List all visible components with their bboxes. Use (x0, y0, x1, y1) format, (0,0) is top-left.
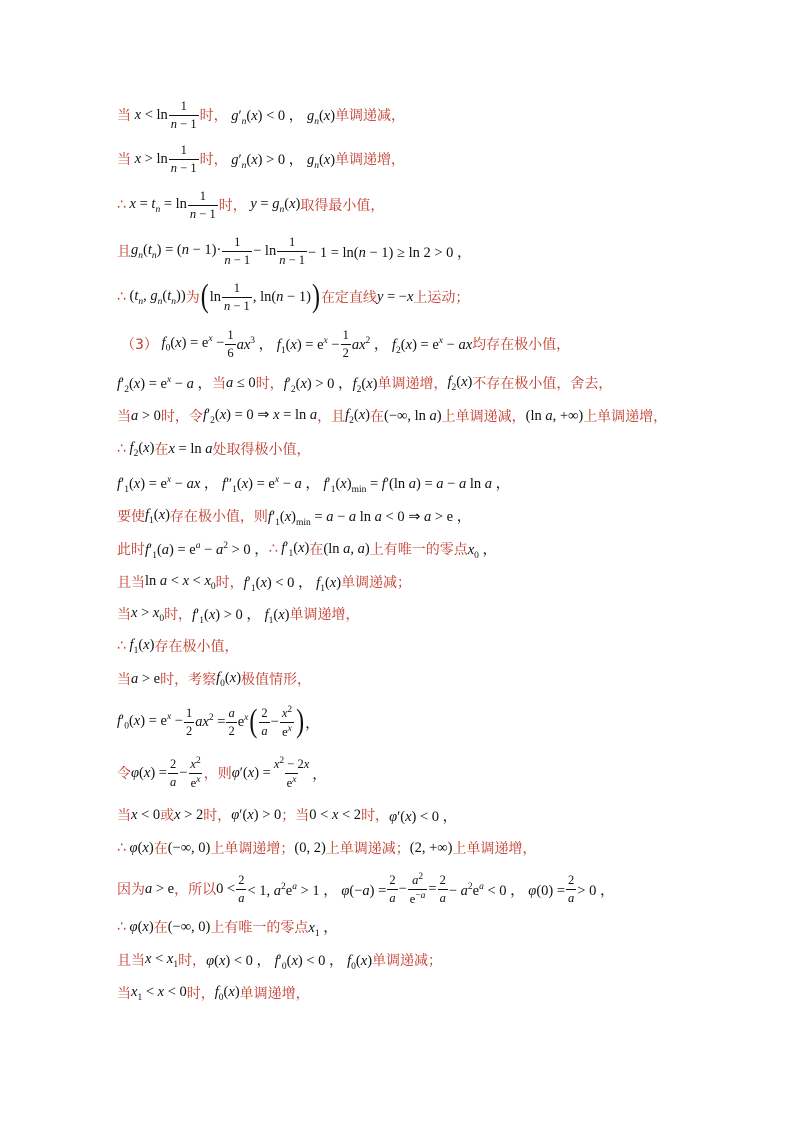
line-18: 令 φ(x) = $\frac{2}{a}$ − $\frac{x^2}{e^x}$ ，则 φ′(x) = $\frac{x^2 - 2x}{e^x}$ ， (117, 755, 327, 790)
line-7: $f'_2(x) = e^x - a$ ， 当 a ≤ 0 时， $f'_2(x) > 0$ ，$f_2(x)$ 单调递增， $f_2(x)$ 不存在极小值，舍去， (117, 373, 613, 395)
line-20: ∴ φ(x) 在 (−∞, 0) 上单调递增； (0, 2) 上单调递减； (2, +∞) 上单调递增， (117, 839, 537, 857)
line-6: （3） $f_0(x) = e^x$ − $\frac{1}{6}$ $ax^3$ ， $f_1(x) = e^x$ − $\frac{1}{2}$ $ax^2$ ， $f_2(x) = e^x$ − ax 均存在极小值， (121, 328, 571, 360)
line-5: ∴ ($t_n$, $g_n(t_n)$) 为 ( ln $\frac{1}{n - 1}$ , ln(n − 1) ) 在定直线 y = −x 上运动； (117, 279, 470, 315)
line-17: $f'_0(x) = e^x$ − $\frac{1}{2}$ $ax^2$ = $\frac{a}{2}$ $e^x$ ( $\frac{2}{a}$ − $\frac{x^2}{e^x}$ ) ， (117, 704, 320, 740)
line-1: 当 x < ln $\frac{1}{n - 1}$ 时， $g'_n(x) < 0$ ， $g_n(x)$ 单调递减， (117, 99, 406, 131)
line-8: 当 a > 0 时，令 $f'_2(x) = 0$ ⇒ x = ln a ，且 $f_2(x)$ 在 (−∞, ln a) 上单调递减， (ln a, +∞) 上单调递增， (117, 406, 668, 426)
line-13: 且当 $\ln a < x < x_0$ 时， $f'_1(x) < 0$ ， $f_1(x)$ 单调递减； (117, 572, 412, 594)
line-4: 且 $g_n(t_n) = (n - 1)\cdot$ $\frac{1}{n - 1}$ − ln $\frac{1}{n - 1}$ − 1 = ln(n − 1) ≥ ln 2 > 0 ， (117, 235, 472, 267)
line-3: ∴ $x = t_n = \ln$ $\frac{1}{n - 1}$ 时， $y = g_n(x)$ 取得最小值， (117, 189, 385, 221)
line-12: 此时 $f'_1(a) = e^a - a^2 > 0$ ， ∴ $f'_1(x)$ 在 (ln a, a) 上有唯一的零点 $x_0$ ， (117, 539, 498, 561)
line-19: 当 x < 0 或 x > 2 时， φ′(x) > 0 ；当 0 < x < 2 时， φ′(x) < 0 ， (117, 806, 458, 825)
line-22: ∴ φ(x) 在 (−∞, 0) 上有唯一的零点 $x_1$ ， (117, 918, 338, 939)
line-23: 且当 $x < x_1$ 时， φ(x) < 0 ， $f'_0(x) < 0$ ， $f_0(x)$ 单调递减； (117, 950, 443, 972)
line-24: 当 $x_1 < x < 0$ 时， $f_0(x)$ 单调递增， (117, 983, 310, 1003)
line-16: 当 a > e 时，考察 $f_0(x)$ 极值情形， (117, 669, 312, 689)
line-15: ∴ $f_1(x)$ 存在极小值， (117, 636, 239, 656)
line-21: 因为 a > e ，所以 0 < $\frac{2}{a}$ < 1, $a^2e^a > 1$ ， φ(−a) = $\frac{2}{a}$ − $\frac{a^2}{e^{-a}}$ = $\frac{2}{a}$ − $a^2e^a < 0$ ， φ(0) = $\frac{2}{a}$ > 0 ， (117, 871, 615, 906)
line-9: ∴ $f_2(x)$ 在 x = ln a 处取得极小值， (117, 439, 311, 459)
line-11: 要使 $f_1(x)$ 存在极小值，则 $f'_1(x)_{min} = a - a$ ln a < 0 ⇒ a > e ， (117, 506, 472, 528)
line-10: $f'_1(x) = e^x$ − ax ， $f''_1(x) = e^x - a$ ， $f'_1(x)_{min} = f'(\ln$ a) = a − a ln a ， (117, 474, 511, 495)
line-2: 当 x > ln $\frac{1}{n - 1}$ 时， $g'_n(x) > 0$ ， $g_n(x)$ 单调递增， (117, 143, 406, 175)
line-14: 当 $x > x_0$ 时， $f'_1(x) > 0$ ， $f_1(x)$ 单调递增， (117, 604, 360, 626)
